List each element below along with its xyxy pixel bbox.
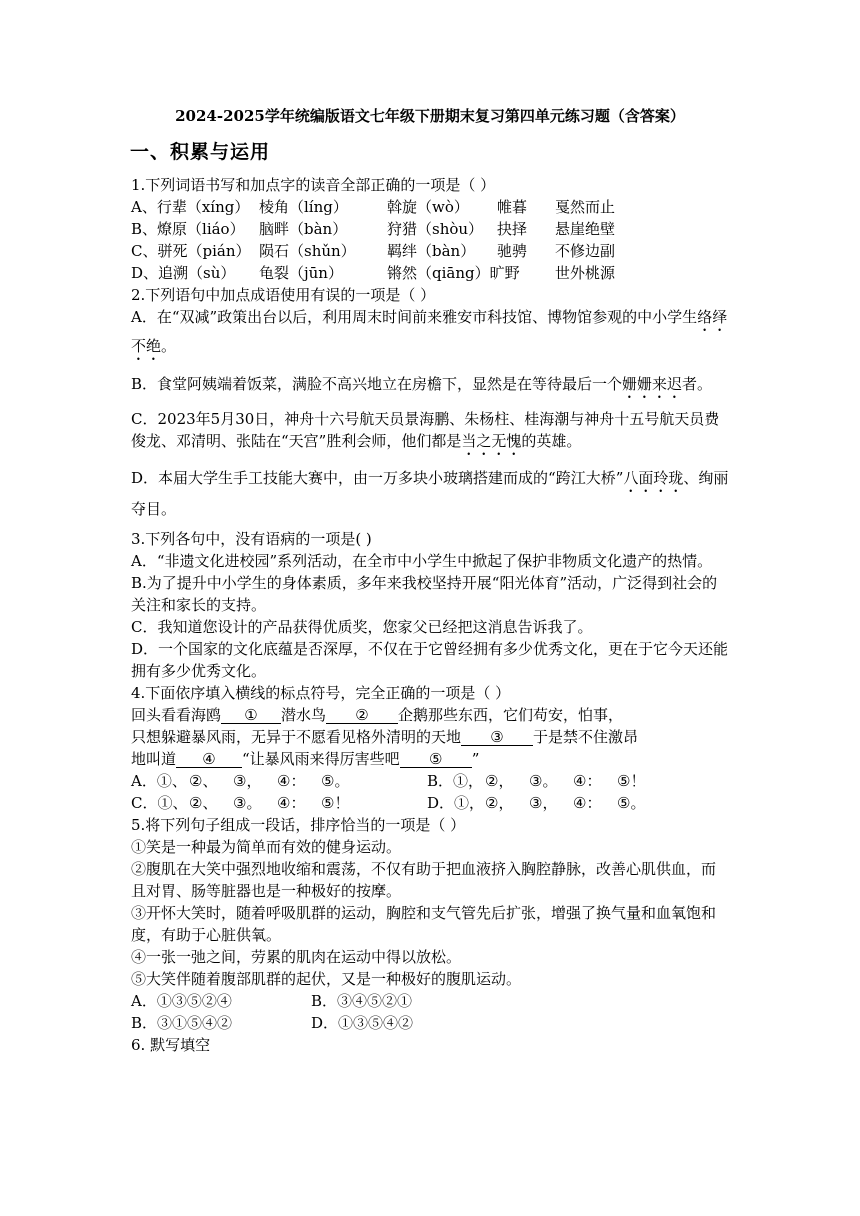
q4-b: ②， <box>485 772 514 790</box>
document-title: 2024-2025学年统编版语文七年级下册期末复习第四单元练习题（含答案） <box>175 107 685 125</box>
q1-c-5: 不修边副 <box>555 242 616 260</box>
q5-sentence-2: ②腹肌在大笑中强烈地收缩和震荡，不仅有助于把血液挤入胸腔静脉，改善心肌供血，而且对胃、肠等脏器也是一种极好的按摩。 <box>131 860 717 900</box>
q4-a: A．①、 <box>131 772 187 790</box>
q4-stem-text: 4.下面依序填入横线的标点符号，完全正确的一项是（ ） <box>131 684 511 702</box>
q5-options-cd <box>131 1012 729 1034</box>
q1-option-c <box>131 240 729 262</box>
q5-option-a: A．①③⑤②④ <box>131 992 232 1010</box>
q1-a-1: A、行辈（xíng） <box>131 198 250 216</box>
q4-d: ④： <box>573 794 602 812</box>
q3-option-b: B.为了提升中小学生的身体素质，多年来我校坚持开展“阳光体育”活动，广泛得到社会的关注和家长的支持。 <box>131 574 718 614</box>
q4-text: 地叫道 <box>131 750 177 768</box>
q4-c: C．①、 <box>131 794 188 812</box>
q4-b: ③。 <box>529 772 558 790</box>
q4-blank-3: ③ <box>461 729 533 746</box>
q2-b-end: 者。 <box>682 375 713 393</box>
q2-a-end: 。 <box>161 337 177 355</box>
q4-a: ⑤。 <box>321 772 350 790</box>
q4-text: 回头看看海鸥 <box>131 706 222 724</box>
q5-option-d: D．①③⑤④② <box>311 1014 414 1032</box>
q4-options-ab <box>131 770 729 792</box>
q4-options-cd <box>131 792 729 814</box>
q1-option-d <box>131 262 729 284</box>
q2-c-text: C．2023年5月30日，神舟十六号航天员景海鹏、朱杨柱、桂海潮与神舟十五号航天员费俊龙、邓清明、张陆在“天宫”胜利会师，他们都是 <box>131 410 720 450</box>
q6-stem-text: 6. 默写填空 <box>131 1036 211 1054</box>
q1-option-b <box>131 218 729 240</box>
q4-blank-5: ⑤ <box>400 751 472 768</box>
q3-option-a: A．“非遗文化进校园”系列活动，在全市中小学生中掀起了保护非物质文化遗产的热情。 <box>131 552 713 570</box>
q2-a-text: A．在“双减”政策出台以后，利用周末时间前来雅安市科技馆、博物馆参观的中小学生 <box>131 308 698 326</box>
q5-sentence-5: ⑤大笑伴随着腹部肌群的起伏，又是一种极好的腹肌运动。 <box>131 970 522 988</box>
q5-options-ab <box>131 990 729 1012</box>
q4-blank-1: ① <box>221 707 281 724</box>
q4-a: ③， <box>233 772 262 790</box>
q2-d-idiom: 八面玲珑 <box>623 469 684 487</box>
q1-c-1: C、骈死（pián） <box>131 242 251 260</box>
q1-b-2: 脑畔（bàn） <box>259 220 348 238</box>
q2-option-d <box>131 465 729 522</box>
q4-d: ⑤。 <box>617 794 646 812</box>
q1-stem <box>131 174 729 196</box>
content <box>131 174 729 1056</box>
q3-stem <box>131 528 729 550</box>
q5-stem <box>131 814 729 836</box>
q1-a-5: 戛然而止 <box>555 198 616 216</box>
q4-c: ③。 <box>233 794 262 812</box>
q1-b-4: 抉择 <box>497 220 528 238</box>
q3-option-d: D．一个国家的文化底蕴是否深厚，不仅在于它曾经拥有多少优秀文化，更在于它今天还能拥有多少优秀文化。 <box>131 640 729 680</box>
q5-option-b: B．③④⑤②① <box>311 992 413 1010</box>
q4-a: ②、 <box>189 772 218 790</box>
q4-b: ⑤！ <box>617 772 646 790</box>
q4-blank-2: ② <box>326 707 398 724</box>
q4-c: ②、 <box>189 794 218 812</box>
q2-option-c <box>131 408 729 459</box>
q1-a-3: 斡旋（wò） <box>387 198 469 216</box>
q5-sentence-1: ①笑是一种最为简单而有效的健身运动。 <box>131 838 402 856</box>
q1-b-3: 狩猎（shòu） <box>387 220 484 238</box>
q5-sentence-3: ③开怀大笑时，随着呼吸肌群的运动，胸腔和支气管先后扩张，增强了换气量和血氧饱和度，有助于心脏供氧。 <box>131 904 717 944</box>
q1-d-2: 龟裂（jūn） <box>259 264 343 282</box>
q2-option-b <box>131 370 729 402</box>
q2-b-idiom: 姗姗来迟 <box>622 375 683 393</box>
q2-a-idiom: 络绎不绝 <box>131 308 728 355</box>
q4-b: ④： <box>573 772 602 790</box>
q4-a: ④： <box>277 772 306 790</box>
q4-c: ④： <box>277 794 306 812</box>
q1-a-4: 帷暮 <box>497 198 528 216</box>
q2-stem <box>131 284 729 306</box>
q5-stem-text: 5.将下列句子组成一段话，排序恰当的一项是（ ） <box>131 816 466 834</box>
q4-text: 潜水鸟 <box>281 706 327 724</box>
q1-c-2: 陨石（shǔn） <box>259 242 356 260</box>
q4-text: 企鹅那些东西，它们苟安，怕事， <box>398 706 624 724</box>
q4-b: B．①， <box>427 772 484 790</box>
q1-stem-text: 1.下列词语书写和加点字的读音全部正确的一项是（ ） <box>131 176 496 194</box>
q2-c-idiom: 当之无愧 <box>461 432 522 450</box>
section-heading: 一、积累与运用 <box>130 141 271 163</box>
q4-text: ” <box>471 750 480 768</box>
q1-c-3: 羁绊（bàn） <box>387 242 476 260</box>
q3-option-c: C．我知道您设计的产品获得优质奖，您家父已经把这消息告诉我了。 <box>131 618 593 636</box>
q4-c: ⑤！ <box>321 794 350 812</box>
q2-c-end: 的英雄。 <box>521 432 582 450</box>
q1-d-5: 世外桃源 <box>555 264 616 282</box>
q4-d: ③， <box>529 794 558 812</box>
q1-d-3: 锵然（qiāng）旷野 <box>387 264 520 282</box>
q2-d-text: D．本届大学生手工技能大赛中，由一万多块小玻璃搭建而成的“跨江大桥” <box>131 469 624 487</box>
q5-option-c: B．③①⑤④② <box>131 1014 233 1032</box>
q3-stem-text: 3.下列各句中，没有语病的一项是( ) <box>131 530 372 548</box>
q4-passage-line-3 <box>131 748 729 770</box>
q4-d: ②， <box>485 794 514 812</box>
q4-blank-4: ④ <box>176 751 242 768</box>
q1-b-5: 悬崖绝壁 <box>555 220 616 238</box>
q4-text: 于是禁不住激昂 <box>533 728 639 746</box>
q1-d-1: D、追溯（sù） <box>131 264 236 282</box>
q5-sentence-4: ④一张一弛之间，劳累的肌肉在运动中得以放松。 <box>131 948 462 966</box>
q2-stem-text: 2.下列语句中加点成语使用有误的一项是（ ） <box>131 286 436 304</box>
q1-b-1: B、燎原（liáo） <box>131 220 245 238</box>
q2-option-a <box>131 306 729 364</box>
q2-b-text: B．食堂阿姨端着饭菜，满脸不高兴地立在房檐下，显然是在等待最后一个 <box>131 375 623 393</box>
q2-d-end: 、绚丽夺目。 <box>131 469 729 518</box>
q4-passage-line-1 <box>131 704 729 726</box>
q1-a-2: 棱角（líng） <box>259 198 348 216</box>
q4-passage-line-2 <box>131 726 729 748</box>
q4-text: 只想躲避暴风雨，无异于不愿看见格外清明的天地 <box>131 728 462 746</box>
q1-option-a <box>131 196 729 218</box>
q1-c-4: 驰骋 <box>497 242 528 260</box>
q6-stem <box>131 1034 729 1056</box>
q4-text: “让暴风雨来得厉害些吧 <box>242 750 400 768</box>
q4-d: D．①， <box>427 794 485 812</box>
q4-stem <box>131 682 729 704</box>
